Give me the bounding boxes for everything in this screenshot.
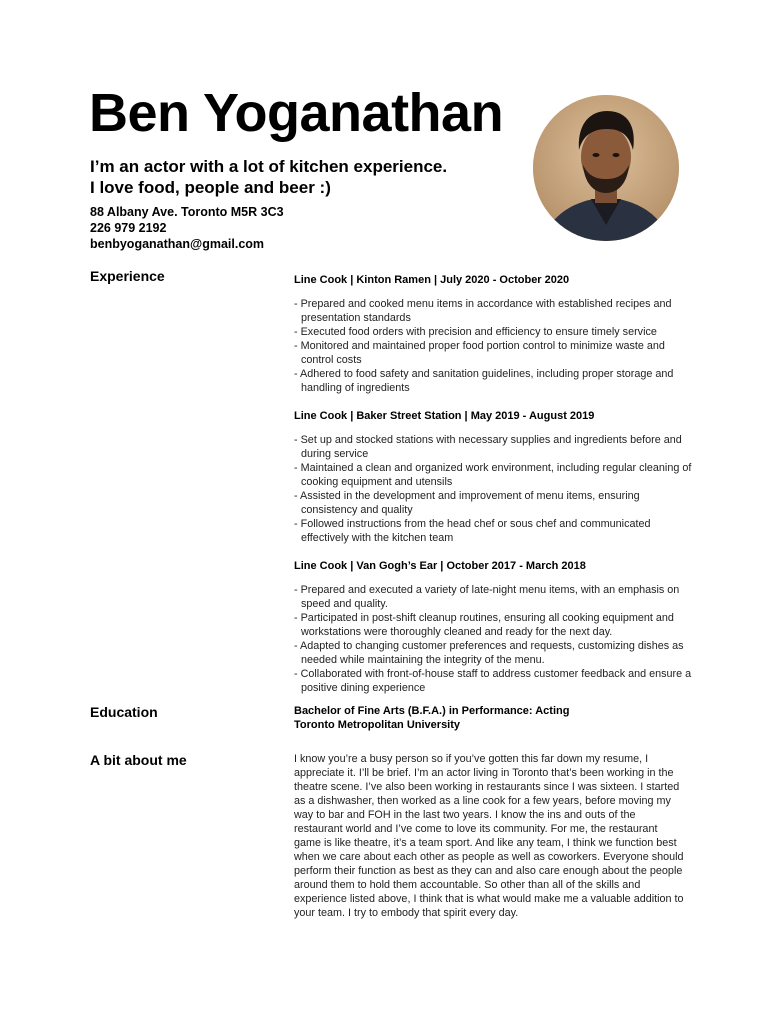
about-text: I know you’re a busy person so if you’ve gotten this far down my resume, I appreciate it. I’ll be brief. I’m an actor living in Toronto that’s been working in the theatre scene. I’ve also been working in restaurants since I was sixteen. I started as a dishwasher, then worked as a line cook for a few years, before moving my way to bar and FOH in the last two years. I know the ins and outs of the restaurant world and I’ve come to love its community. For me, the restaurant game is like theatre, it’s a team sport. And like any team, I think we function best when we care about each other as people as well as coworkers. Everyone should perform their function as best as they can and also care enough about the people around them to hold them accountable. So other than all of the skills and experience listed above, I think that is what would make me a valuable addition to your team. I try to embody that spirit every day. (294, 753, 684, 919)
about-section (294, 752, 686, 920)
job-bullets (294, 433, 694, 545)
degree: Bachelor of Fine Arts (B.F.A.) in Performance: Acting (294, 705, 570, 717)
tagline-line: I love food, people and beer :) (90, 178, 331, 197)
job-bullet: - Prepared and executed a variety of late-night menu items, with an emphasis on speed and quality. (294, 583, 694, 611)
address: 88 Albany Ave. Toronto M5R 3C3 (90, 205, 284, 219)
contact-info (90, 204, 284, 252)
job-bullet: - Collaborated with front-of-house staff to address customer feedback and ensure a positive dining experience (294, 667, 694, 695)
job-bullet: - Followed instructions from the head chef or sous chef and communicated effectively with the kitchen team (294, 517, 694, 545)
job-entry (294, 274, 694, 395)
tagline (90, 156, 447, 198)
experience-list (294, 274, 694, 710)
profile-photo (533, 95, 679, 241)
job-bullet: - Participated in post-shift cleanup routines, ensuring all cooking equipment and workstations were thoroughly cleaned and ready for the next day. (294, 611, 694, 639)
job-bullet: - Prepared and cooked menu items in accordance with established recipes and presentation standards (294, 297, 694, 325)
job-bullet: - Assisted in the development and improvement of menu items, ensuring consistency and quality (294, 489, 694, 517)
job-bullet: - Adhered to food safety and sanitation guidelines, including proper storage and handling of ingredients (294, 367, 694, 395)
tagline-line: I’m an actor with a lot of kitchen experience. (90, 157, 448, 176)
job-bullets (294, 297, 694, 395)
job-bullet: - Monitored and maintained proper food portion control to minimize waste and control costs (294, 339, 694, 367)
job-title: Line Cook | Kinton Ramen | July 2020 - October 2020 (294, 274, 570, 286)
job-bullet: - Maintained a clean and organized work environment, including regular cleaning of cooking equipment and utensils (294, 461, 694, 489)
education-entry (294, 704, 694, 732)
job-bullets (294, 583, 694, 695)
section-title-education: Education (90, 704, 158, 720)
phone: 226 979 2192 (90, 221, 167, 235)
job-bullet: - Executed food orders with precision and efficiency to ensure timely service (294, 325, 694, 339)
job-entry (294, 560, 694, 695)
job-bullet: - Adapted to changing customer preferences and requests, customizing dishes as needed while maintaining the integrity of the menu. (294, 639, 694, 667)
school: Toronto Metropolitan University (294, 719, 461, 731)
email: benbyoganathan@gmail.com (90, 237, 265, 251)
job-title: Line Cook | Baker Street Station | May 2019 - August 2019 (294, 410, 595, 422)
resume-name: Ben Yoganathan (89, 83, 504, 143)
job-title: Line Cook | Van Gogh’s Ear | October 2017 - March 2018 (294, 560, 586, 572)
section-title-about: A bit about me (90, 752, 187, 768)
job-entry (294, 410, 694, 545)
job-bullet: - Set up and stocked stations with necessary supplies and ingredients before and during service (294, 433, 694, 461)
section-title-experience: Experience (90, 268, 165, 284)
